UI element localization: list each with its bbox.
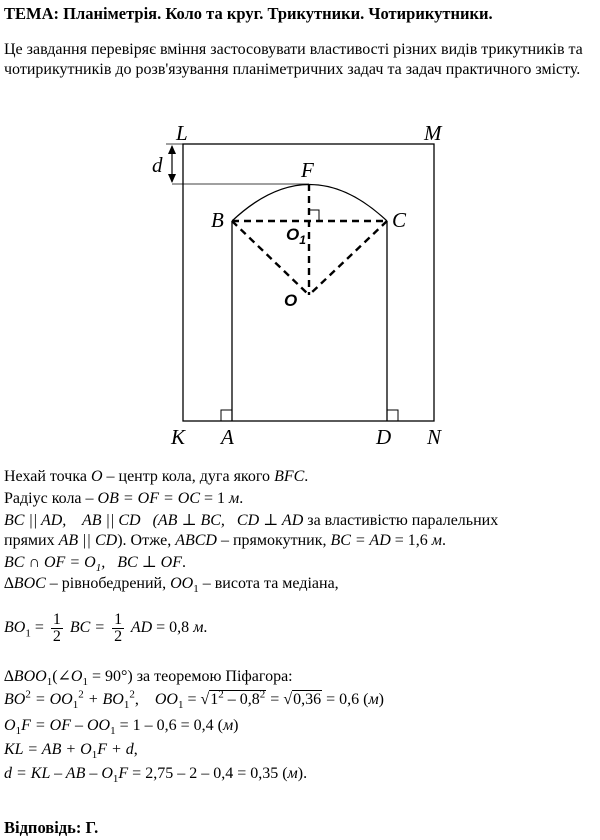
label-o: O	[284, 291, 298, 310]
task-description: Це завдання перевіряє вміння застосовувати властивості різних видів трикутників та чотирикутників до розв'язування планіметричних задач та задач практичного змісту.	[4, 41, 583, 78]
label-f: F	[301, 158, 314, 182]
label-d-length: d	[152, 153, 163, 177]
label-o1: $O_1$	[286, 225, 306, 247]
label-n: N	[427, 425, 442, 449]
answer: Відповідь: Г.	[4, 818, 99, 837]
solution-line-10: $O_1F$ = OF – $OO_1 = 1 - 0,6 = 0,4$ (м)	[4, 717, 239, 738]
right-angle-o1	[309, 210, 319, 221]
solution-line-5: BC ∩ OF = $O_1$, BC ⊥ OF.	[4, 554, 187, 575]
arrow-down-icon	[168, 174, 176, 183]
arrow-up-icon	[168, 145, 176, 154]
label-l: L	[176, 121, 188, 145]
fraction-half-1: $\frac{1}{2}$	[52, 611, 61, 645]
label-a: A	[221, 425, 234, 449]
solution-line-8: $\Delta BOO_1(\angle O_1 = 90^\circ)$ за теоремою Піфагора:	[4, 668, 293, 689]
solution-line-11: KL = AB + $O_1F + d$,	[4, 741, 138, 762]
label-m: M	[424, 121, 442, 145]
geometry-figure	[0, 118, 600, 458]
solution-line-7: $BO_1$ = $\frac{1}{2}$ BC = $\frac{1}{2}$ AD = 0,8 м.	[4, 611, 208, 645]
fraction-half-2: $\frac{1}{2}$	[114, 611, 123, 645]
label-c: C	[392, 208, 407, 232]
right-angle-a	[221, 410, 232, 421]
solution-line-6: ∆BOC – рівнобедрений, $OO_1$ – висота та медіана,	[4, 575, 339, 596]
topic-title: ТЕМА: Планіметрія. Коло та круг. Трикутники. Чотирикутники.	[4, 4, 493, 23]
sqrt-expression-2: 0,36	[293, 691, 322, 708]
label-d-point: D	[376, 425, 392, 449]
solution-line-4: прямих AB || CD). Отже, ABCD – прямокутник, BC = AD = 1,6 м.	[4, 532, 446, 549]
solution-line-12: d = KL – AB – $O_1F = 2,75 - 2 - 0,4 = 0,35$ (м).	[4, 765, 308, 786]
figure-svg	[0, 118, 600, 458]
label-b: B	[211, 208, 224, 232]
solution-line-3: BC || AD, AB || CD (AB ⊥ BC, CD ⊥ AD за властивістю паралельних	[4, 512, 499, 529]
right-angle-d	[387, 410, 398, 421]
label-k: K	[171, 425, 186, 449]
segment-oc	[309, 221, 387, 295]
sqrt-expression-1: $1^2 - 0,8^2$	[210, 688, 266, 708]
solution-line-9: $BO^2 = OO_1^2 + BO_1^2$, $OO_1 = √1^2 - 0,8^2 = √0,36 = 0,6$ (м)	[4, 688, 384, 712]
solution-line-2: Радіус кола – OB = OF = OC = 1 м.	[4, 490, 244, 507]
solution-line-1: Нехай точка O – центр кола, дуга якого BFC.	[4, 468, 309, 485]
